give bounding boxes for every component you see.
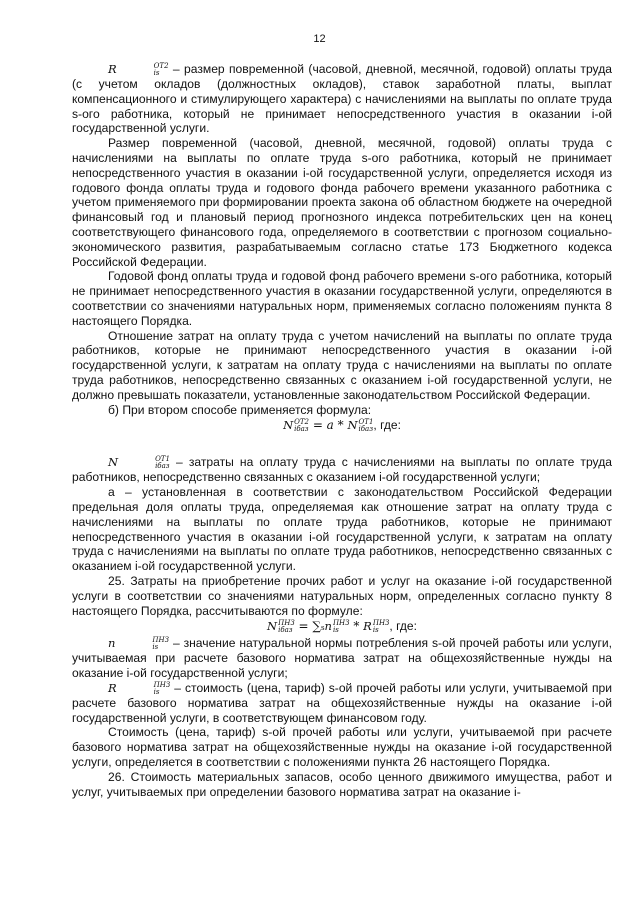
symbol-nn-pnz: n ПНЗ is <box>324 619 350 635</box>
paragraph-r-ot2-definition: R ОТ2 is – размер повременной (часовой, дневной, месячной, годовой) оплаты труда (с учетом окладов (должностных окладов), ставок заработной платы, выплат компенсационного и стимулирующего характера) с начислениями на выплаты по оплате труда s-ого работника, который не принимает непосредственного участия в оказании i-ой государственной услуги. <box>72 62 612 136</box>
paragraph-second-method: б) При втором способе применяется формула: <box>108 402 372 417</box>
paragraph-a-definition: a – установленная в соответствии с законодательством Российской Федерации предельная доля оплаты труда, определяемая как отношение затрат на оплату труда с начислениями на выплаты по оплате труда работников, которые не принимают непосредственного участия в оказании i-ой государственной услуги, к затратам на оплату труда с начислениями на выплаты по оплате труда работников, непосредственно связанных с оказанием i-ой государственной услуги. <box>72 485 612 574</box>
symbol-rr-pnz-def: R ПНЗ is <box>108 680 171 696</box>
paragraph-r-pnz-definition: R ПНЗ is – стоимость (цена, тариф) s-ой прочей работы или услуги, учитываемой при расчете базового норматива затрат на общехозяйственные нужды на оказание i-ой государственной услуги, в соответствующем финансовом году. <box>72 680 612 725</box>
paragraph-n-pnz-definition: n ПНЗ is – значение натуральной нормы потребления s-ой прочей работы или услуги, учитываемая при расчете базового норматива затрат на общехозяйственные нужды на оказание i-ой государственной услуги; <box>72 636 612 681</box>
paragraph-cost-ratio: Отношение затрат на оплату труда с учетом начислений на выплаты по оплате труда работников, которые не принимают непосредственного участия в оказании i-ой государственной услуги, к затратам на оплату труда с начислениями на выплаты по оплате труда работников, непосредственно связанных с оказанием i-ой государственной услуги, не должно превышать показатели, установленные законодательством Российской Федерации. <box>72 328 612 402</box>
formula-n-ot2: N ОТ2 iбаз = a * N ОТ1 iбаз , где: <box>283 418 401 434</box>
symbol-rr-pnz: R ПНЗ is <box>363 619 390 635</box>
symbol-nn-pnz-def: n ПНЗ is <box>108 636 169 652</box>
paragraph-annual-fund: Годовой фонд оплаты труда и годовой фонд рабочего времени s-ого работника, который не принимает непосредственного участия в оказании государственной услуги, определяются в соответствии со значениями натуральных норм, применяемых согласно положениям пункта 8 настоящего Порядка. <box>72 269 612 328</box>
paragraph-wage-size: Размер повременной (часовой, дневной, месячной, годовой) оплаты труда с начислениями на выплаты по оплате труда s-ого работника, который не принимает непосредственного участия в оказании i-ой государственной услуги, определяется исходя из годового фонда оплаты труда и годового фонда рабочего времени указанного работника с учетом применяемого при формировании проекта закона об областном бюджете на очередной финансовый год и плановый период прогнозного индекса потребительских цен на конец соответствующего финансового года, определяемого в соответствии с прогнозом социально-экономического развития, разрабатываемым согласно статье 173 Бюджетного кодекса Российской Федерации. <box>72 136 612 269</box>
formula-n-pnz: N ПНЗ iбаз = ∑sn ПНЗ is * R ПНЗ is , где: <box>267 619 417 635</box>
symbol-n-ot1-def: N ОТ1 iбаз <box>108 455 170 471</box>
paragraph-cost-determination: Стоимость (цена, тариф) s-ой прочей работы или услуги, учитываемой при расчете базового норматива затрат на общехозяйственные нужды на оказание i-ой государственной услуги, определяется в соответствии с положениями пункта 26 настоящего Порядка. <box>72 725 612 770</box>
symbol-n-ot2: N ОТ2 iбаз <box>283 418 309 434</box>
paragraph-item-25: 25. Затраты на приобретение прочих работ и услуг на оказание i-ой государственной услуги в соответствии со значениями натуральных норм, определенных согласно пункту 8 настоящего Порядка, рассчитываются по формуле: <box>72 573 612 618</box>
symbol-n-ot1: N ОТ1 iбаз <box>347 418 374 434</box>
symbol-r-ot2: R ОТ2 is <box>108 62 169 77</box>
document-body <box>72 62 612 799</box>
paragraph-n-ot1-definition: N ОТ1 iбаз – затраты на оплату труда с начислениями на выплаты по оплате труда работников, непосредственно связанных с оказанием i-ой государственной услуги; <box>72 455 612 485</box>
formula-spacer <box>72 433 612 455</box>
paragraph-item-26: 26. Стоимость материальных запасов, особо ценного движимого имущества, работ и услуг, учитываемых при определении базового норматива затрат на оказание i- <box>72 769 612 799</box>
page-number: 12 <box>313 33 326 45</box>
symbol-n-pnz: N ПНЗ iбаз <box>267 619 295 635</box>
